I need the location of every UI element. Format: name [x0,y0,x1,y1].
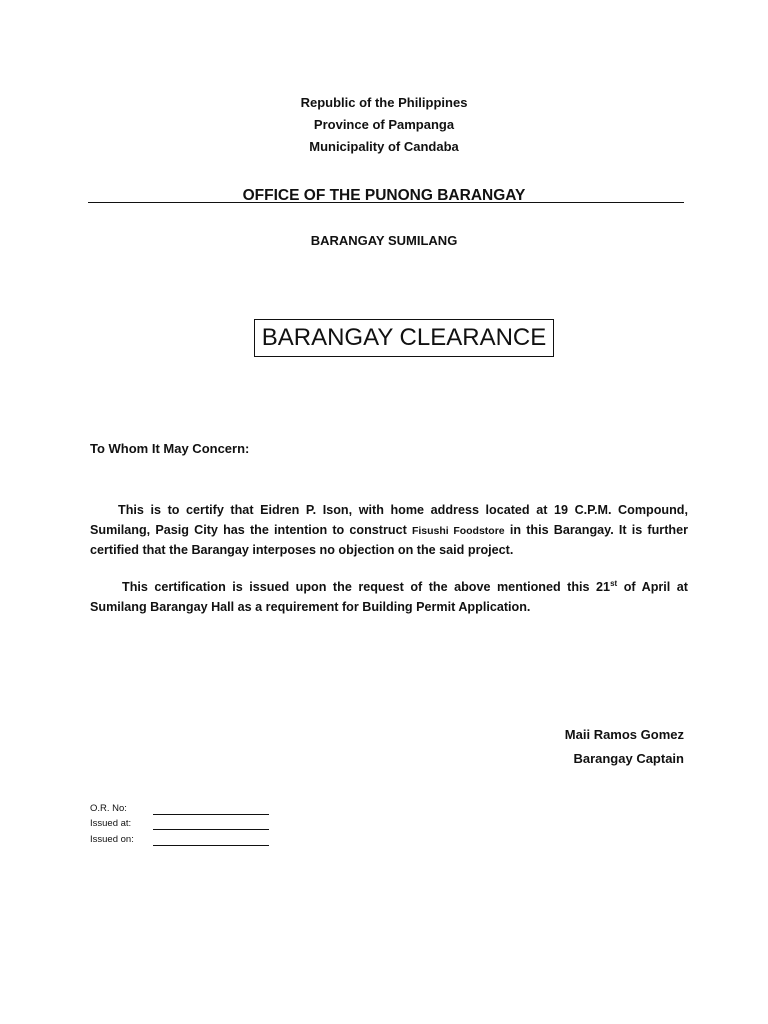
paragraph1-text-start: This is to certify that Eidren P. Ison, with home address located at 19 C.P.M. Compound, Sumilang, Pasig City has the intention to construct [90,503,688,537]
project-name: Fisushi Foodstore [411,524,505,537]
or-number-field [90,803,290,819]
signatory-name: Maii Ramos Gomez [564,727,684,742]
issuance-paragraph [90,578,688,617]
document-title-text: BARANGAY CLEARANCE [261,324,547,351]
or-number-line [153,814,269,815]
issued-at-label: Issued at: [90,818,132,829]
issued-on-field [90,834,290,850]
paragraph2-text-end: of April at Sumilang Barangay Hall as a requirement for Building Permit Application. [90,580,688,614]
paragraph1-text-end: in this Barangay. It is further certified that the Barangay interposes no objection on the said project. [90,522,688,557]
office-heading: OFFICE OF THE PUNONG BARANGAY [242,187,526,204]
issued-on-line [153,845,269,846]
issued-on-label: Issued on: [90,834,134,845]
header-divider [88,202,684,203]
issued-at-field [90,818,290,834]
issued-at-line [153,829,269,830]
header-republic: Republic of the Philippines [300,95,468,110]
signatory-title: Barangay Captain [573,751,684,766]
salutation: To Whom It May Concern: [90,441,250,456]
date-suffix: st [610,579,618,588]
header-municipality: Municipality of Candaba [309,139,459,154]
paragraph2-text-start: This certification is issued upon the request of the above mentioned this 21 [122,580,611,594]
header-province: Province of Pampanga [313,117,455,132]
or-number-label: O.R. No: [90,803,127,814]
barangay-name: BARANGAY SUMILANG [310,233,458,248]
certification-paragraph [90,501,688,561]
document-title [254,319,554,357]
